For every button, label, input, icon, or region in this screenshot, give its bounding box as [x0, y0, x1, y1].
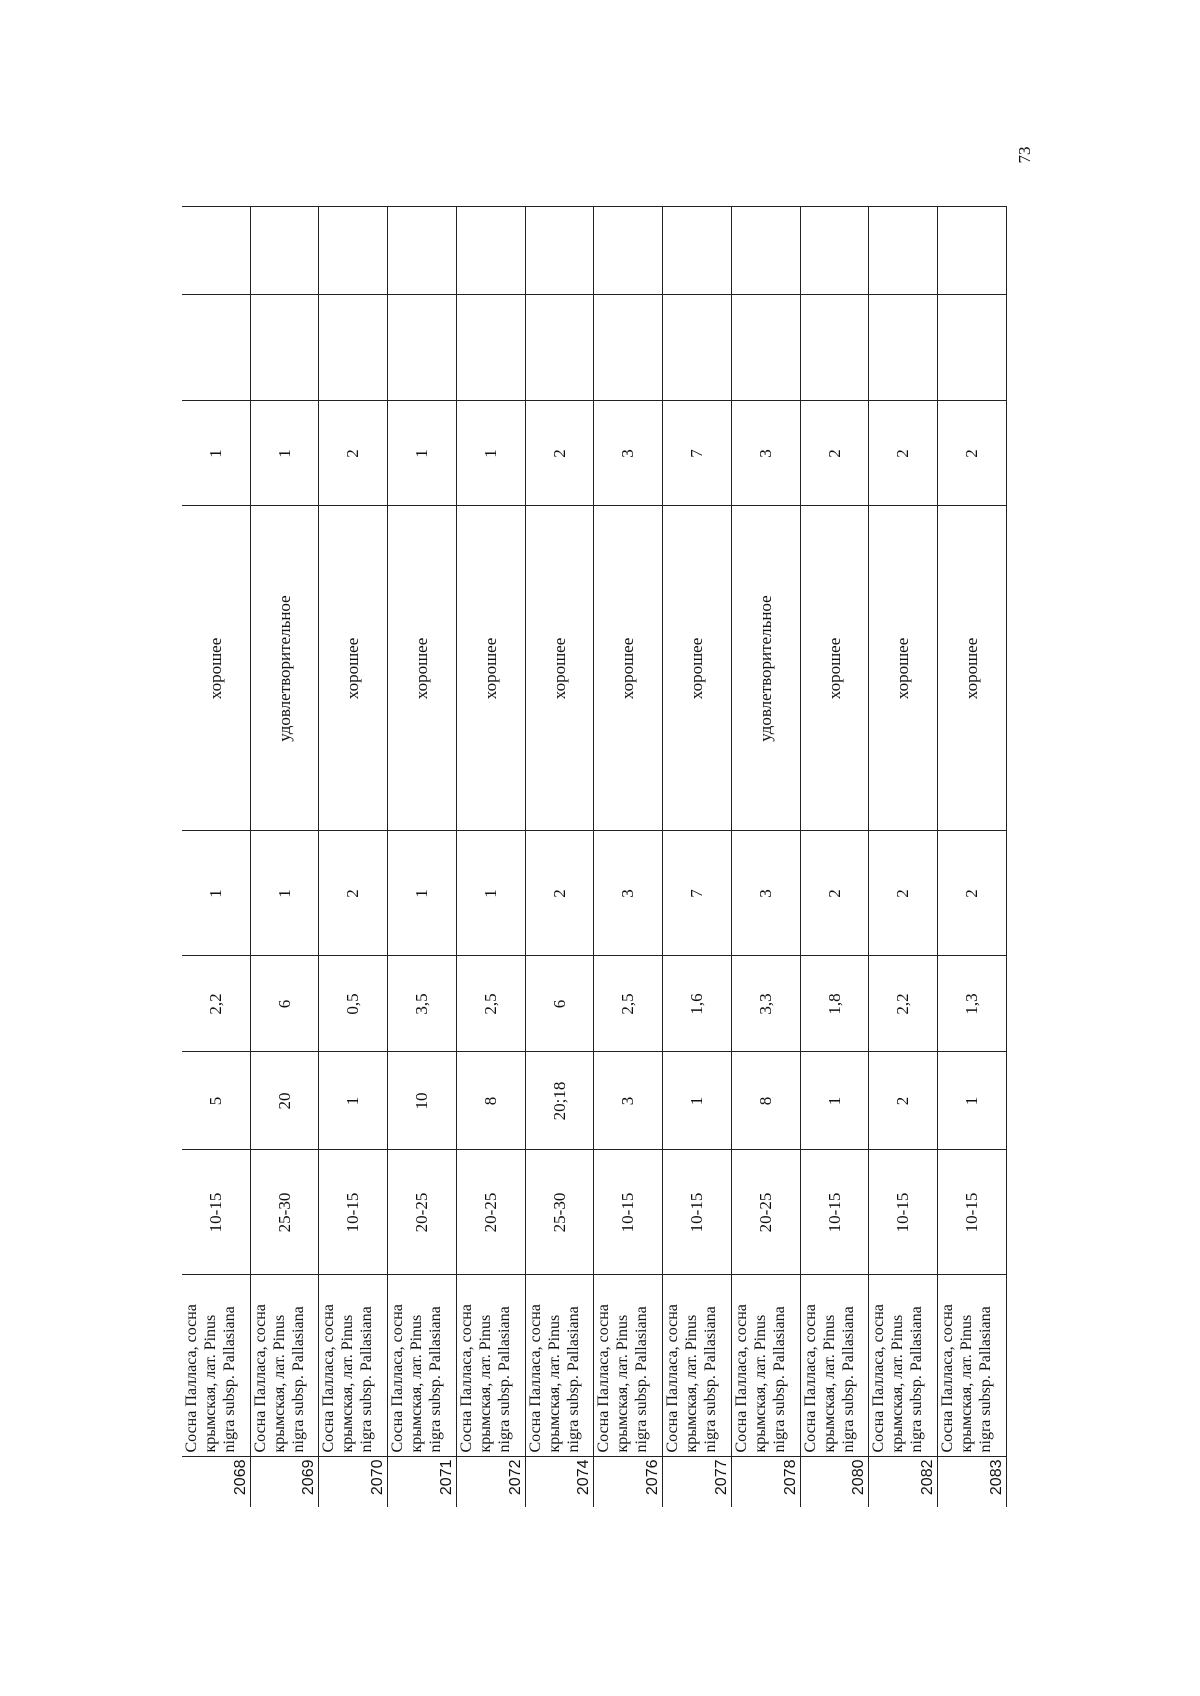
- condition-cell: хорошее: [594, 506, 663, 831]
- species-line: nigra subsp. Pallasiana: [427, 1306, 445, 1453]
- species-line: Сосна Палласа, сосна: [389, 1304, 407, 1453]
- species-line: крымская, лат. Pinus: [683, 1314, 701, 1453]
- count-cell: 1: [456, 401, 525, 506]
- species-name: [182, 1275, 250, 1457]
- species-line: крымская, лат. Pinus: [339, 1314, 357, 1453]
- table-row: [594, 207, 663, 1507]
- table-row: [731, 207, 800, 1507]
- empty-cell: [663, 295, 732, 401]
- table-row: [663, 207, 732, 1507]
- value-cell: 6: [525, 956, 594, 1052]
- age-cell: 25-30: [250, 1150, 319, 1275]
- row-number: 2074: [525, 1457, 594, 1507]
- count-cell: 2: [938, 831, 1007, 956]
- species-name: [250, 1275, 319, 1457]
- empty-cell: [182, 207, 250, 295]
- empty-cell: [525, 207, 594, 295]
- species-line: nigra subsp. Pallasiana: [908, 1306, 926, 1453]
- table-body: [182, 207, 1007, 1507]
- species-name: [594, 1275, 663, 1457]
- count-cell: 7: [663, 831, 732, 956]
- page-number: 73: [1015, 146, 1034, 164]
- table-row: [388, 207, 457, 1507]
- species-line: Сосна Палласа, сосна: [664, 1304, 682, 1453]
- species-name: [319, 1275, 388, 1457]
- empty-cell: [456, 207, 525, 295]
- empty-cell: [594, 207, 663, 295]
- species-line: Сосна Палласа, сосна: [939, 1304, 957, 1453]
- value-cell: 2,5: [456, 956, 525, 1052]
- empty-cell: [800, 207, 869, 295]
- species-line: крымская, лат. Pinus: [958, 1314, 976, 1453]
- empty-cell: [869, 207, 938, 295]
- count-cell: 1: [250, 401, 319, 506]
- count-cell: 2: [938, 401, 1007, 506]
- row-number: 2076: [594, 1457, 663, 1507]
- value-cell: 2,5: [594, 956, 663, 1052]
- age-cell: 10-15: [869, 1150, 938, 1275]
- species-line: nigra subsp. Pallasiana: [702, 1306, 720, 1453]
- count-cell: 3: [594, 401, 663, 506]
- value-cell: 20;18: [525, 1052, 594, 1150]
- empty-cell: [250, 295, 319, 401]
- row-number: 2080: [800, 1457, 869, 1507]
- empty-cell: [319, 207, 388, 295]
- age-cell: 10-15: [663, 1150, 732, 1275]
- species-line: Сосна Палласа, сосна: [595, 1304, 613, 1453]
- row-number: 2077: [663, 1457, 732, 1507]
- species-line: Сосна Палласа, сосна: [320, 1304, 338, 1453]
- table-row: [525, 207, 594, 1507]
- count-cell: 2: [800, 401, 869, 506]
- species-line: крымская, лат. Pinus: [202, 1314, 219, 1453]
- value-cell: 1,3: [938, 956, 1007, 1052]
- age-cell: 10-15: [938, 1150, 1007, 1275]
- value-cell: 2: [869, 1052, 938, 1150]
- species-name: [731, 1275, 800, 1457]
- row-number: 2069: [250, 1457, 319, 1507]
- empty-cell: [182, 295, 250, 401]
- count-cell: 2: [525, 401, 594, 506]
- condition-cell: хорошее: [388, 506, 457, 831]
- empty-cell: [594, 295, 663, 401]
- species-name: [525, 1275, 594, 1457]
- empty-cell: [250, 207, 319, 295]
- condition-cell: хорошее: [663, 506, 732, 831]
- table-row: [319, 207, 388, 1507]
- empty-cell: [731, 295, 800, 401]
- value-cell: 1: [938, 1052, 1007, 1150]
- count-cell: 3: [731, 401, 800, 506]
- species-line: nigra subsp. Pallasiana: [564, 1306, 582, 1453]
- table-container: [182, 207, 1007, 1507]
- condition-cell: удовлетворительное: [250, 506, 319, 831]
- value-cell: 1: [319, 1052, 388, 1150]
- empty-cell: [938, 207, 1007, 295]
- count-cell: 1: [182, 831, 250, 956]
- species-line: nigra subsp. Pallasiana: [289, 1306, 307, 1453]
- species-line: Сосна Палласа, сосна: [251, 1304, 269, 1453]
- condition-cell: хорошее: [800, 506, 869, 831]
- species-line: nigra subsp. Pallasiana: [770, 1306, 788, 1453]
- empty-cell: [731, 207, 800, 295]
- species-line: nigra subsp. Pallasiana: [633, 1306, 651, 1453]
- count-cell: 2: [525, 831, 594, 956]
- species-line: крымская, лат. Pinus: [545, 1314, 563, 1453]
- value-cell: 1,8: [800, 956, 869, 1052]
- count-cell: 3: [594, 831, 663, 956]
- age-cell: 20-25: [456, 1150, 525, 1275]
- value-cell: 8: [456, 1052, 525, 1150]
- value-cell: 2,2: [182, 956, 250, 1052]
- condition-cell: хорошее: [525, 506, 594, 831]
- count-cell: 2: [869, 831, 938, 956]
- count-cell: 1: [456, 831, 525, 956]
- age-cell: 25-30: [525, 1150, 594, 1275]
- species-name: [663, 1275, 732, 1457]
- table-row: [869, 207, 938, 1507]
- species-line: nigra subsp. Pallasiana: [358, 1306, 376, 1453]
- species-line: nigra subsp. Pallasiana: [839, 1306, 857, 1453]
- value-cell: 1: [800, 1052, 869, 1150]
- species-line: nigra subsp. Pallasiana: [977, 1306, 995, 1453]
- value-cell: 0,5: [319, 956, 388, 1052]
- trees-table: [182, 207, 1007, 1508]
- table-row: [800, 207, 869, 1507]
- table-row: [938, 207, 1007, 1507]
- species-line: крымская, лат. Pinus: [751, 1314, 769, 1453]
- age-cell: 10-15: [800, 1150, 869, 1275]
- species-name: [456, 1275, 525, 1457]
- empty-cell: [938, 295, 1007, 401]
- value-cell: 2,2: [869, 956, 938, 1052]
- condition-cell: хорошее: [869, 506, 938, 831]
- age-cell: 10-15: [182, 1150, 250, 1275]
- age-cell: 10-15: [319, 1150, 388, 1275]
- condition-cell: удовлетворительное: [731, 506, 800, 831]
- value-cell: 1,6: [663, 956, 732, 1052]
- condition-cell: хорошее: [938, 506, 1007, 831]
- condition-cell: хорошее: [456, 506, 525, 831]
- species-line: nigra subsp. Pallasiana: [495, 1306, 513, 1453]
- value-cell: 20: [250, 1052, 319, 1150]
- table-row: [250, 207, 319, 1507]
- species-line: Сосна Палласа, сосна: [870, 1304, 888, 1453]
- count-cell: 2: [319, 401, 388, 506]
- row-number: 2068: [182, 1457, 250, 1507]
- empty-cell: [663, 207, 732, 295]
- empty-cell: [800, 295, 869, 401]
- species-line: Сосна Палласа, сосна: [457, 1304, 475, 1453]
- table-row: [456, 207, 525, 1507]
- value-cell: 6: [250, 956, 319, 1052]
- value-cell: 3,3: [731, 956, 800, 1052]
- condition-cell: хорошее: [319, 506, 388, 831]
- empty-cell: [525, 295, 594, 401]
- row-number: 2082: [869, 1457, 938, 1507]
- table-row: [182, 207, 250, 1507]
- species-line: nigra subsp. Pallasiana: [221, 1306, 238, 1453]
- species-line: Сосна Палласа, сосна: [526, 1304, 544, 1453]
- empty-cell: [319, 295, 388, 401]
- row-number: 2078: [731, 1457, 800, 1507]
- row-number: 2083: [938, 1457, 1007, 1507]
- row-number: 2070: [319, 1457, 388, 1507]
- row-number: 2071: [388, 1457, 457, 1507]
- species-line: крымская, лат. Pinus: [408, 1314, 426, 1453]
- value-cell: 8: [731, 1052, 800, 1150]
- empty-cell: [388, 295, 457, 401]
- age-cell: 20-25: [388, 1150, 457, 1275]
- row-number: 2072: [456, 1457, 525, 1507]
- age-cell: 20-25: [731, 1150, 800, 1275]
- empty-cell: [869, 295, 938, 401]
- species-line: Сосна Палласа, сосна: [732, 1304, 750, 1453]
- value-cell: 3,5: [388, 956, 457, 1052]
- count-cell: 7: [663, 401, 732, 506]
- count-cell: 1: [388, 401, 457, 506]
- age-cell: 10-15: [594, 1150, 663, 1275]
- species-name: [388, 1275, 457, 1457]
- species-line: крымская, лат. Pinus: [889, 1314, 907, 1453]
- species-line: крымская, лат. Pinus: [270, 1314, 288, 1453]
- count-cell: 1: [250, 831, 319, 956]
- species-name: [800, 1275, 869, 1457]
- species-line: крымская, лат. Pinus: [476, 1314, 494, 1453]
- value-cell: 10: [388, 1052, 457, 1150]
- count-cell: 2: [319, 831, 388, 956]
- species-line: Сосна Палласа, сосна: [183, 1304, 200, 1453]
- species-line: крымская, лат. Pinus: [614, 1314, 632, 1453]
- condition-cell: хорошее: [182, 506, 250, 831]
- species-line: крымская, лат. Pinus: [820, 1314, 838, 1453]
- empty-cell: [388, 207, 457, 295]
- empty-cell: [456, 295, 525, 401]
- count-cell: 1: [388, 831, 457, 956]
- species-name: [938, 1275, 1007, 1457]
- species-line: Сосна Палласа, сосна: [801, 1304, 819, 1453]
- species-name: [869, 1275, 938, 1457]
- count-cell: 1: [182, 401, 250, 506]
- count-cell: 2: [869, 401, 938, 506]
- value-cell: 1: [663, 1052, 732, 1150]
- count-cell: 2: [800, 831, 869, 956]
- value-cell: 3: [594, 1052, 663, 1150]
- count-cell: 3: [731, 831, 800, 956]
- value-cell: 5: [182, 1052, 250, 1150]
